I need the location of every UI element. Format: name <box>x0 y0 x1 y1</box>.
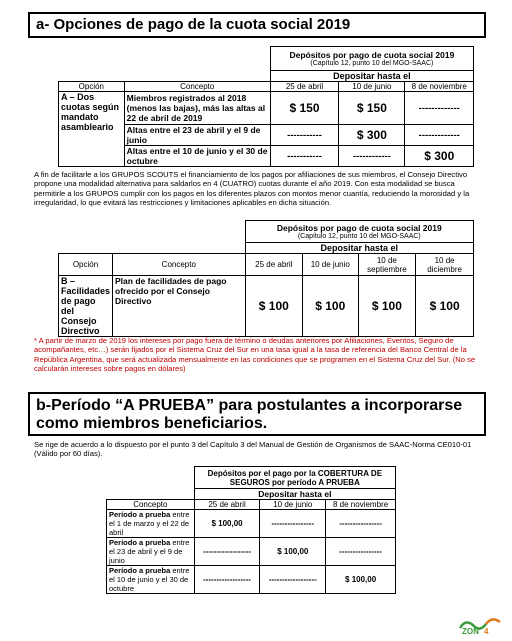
table1-col-opcion: Opción <box>59 82 125 92</box>
table2-date-2: 10 de junio <box>303 254 358 276</box>
zona-logo-graphic <box>456 610 508 636</box>
table3-row2-rest: entre el 23 de abril y el 9 de junio <box>109 538 190 565</box>
table3-depositar: Depositar hasta el <box>194 489 395 500</box>
table3-row1-rest: entre el 1 de marzo y el 22 de abril <box>109 510 190 537</box>
table3-header-title: Depósitos por el pago por la COBERTURA DE SEGUROS por período A PRUEBA <box>194 467 395 489</box>
table3-row2-v2: $ 100,00 <box>260 538 326 566</box>
interest-note: * A partir de marzo de 2019 los intereses por pago fuera de término o deudas anteriores por Afiliaciones, Eventos, Seguro de acompañantes, etc…) serán fijados por el Sistema Cruz del Sur en una tasa igual a la tasa de referencia del Banco Central de la República Argentina, que será actualizada mensualmente en las condiciones que se programen en el Sistema Cruz del Sur. (No se calcularán intereses sobre pagos en dólares) <box>34 336 476 374</box>
table1-header-title: Depósitos por pago de cuota social 2019 <box>289 50 455 60</box>
table3-row1-v1: $ 100,00 <box>194 510 260 538</box>
table1-row2-v2: $ 300 <box>339 125 405 146</box>
table1-row3-v1: ----------- <box>270 146 338 167</box>
table3-row3-rest: entre el 10 de junio y el 30 de octubre <box>109 566 190 593</box>
table3-date-3: 8 de noviembre <box>326 500 396 510</box>
section-a-paragraph: A fin de facilitarle a los GRUPOS SCOUTS el financiamiento de los pagos por afiliaciones de sus miembros, el Consejo Directivo propone una modalidad alternativa para saldarlos en 4 (CUATRO) cuotas durante el año 2019. Con esta modalidad se busca permitirle a los GRUPOS cumplir con los pagos en los diferentes plazos con montos menor cuantía, reduciendo la morosidad y la irregularidad, lo que evitará las restricciones y limitaciones aplicables en dicha situación. <box>34 170 470 208</box>
table1-row1-v1: $ 150 <box>270 92 338 125</box>
table2-date-3: 10 de septiembre <box>358 254 416 276</box>
table1-row1-v2: $ 150 <box>339 92 405 125</box>
table3-row2-v1: ------------------ <box>194 538 260 566</box>
table1-row2-v1: ----------- <box>270 125 338 146</box>
table3-row3-v1: ------------------ <box>194 566 260 594</box>
table3-row2-bold: Período a prueba <box>109 538 171 547</box>
table1-row3-v2: ------------ <box>339 146 405 167</box>
table2-col-opcion: Opción <box>59 254 113 276</box>
svg-text:ZON: ZON <box>462 627 479 636</box>
table2-date-1: 25 de abril <box>245 254 302 276</box>
table2-header-title: Depósitos por pago de cuota social 2019 <box>276 223 442 233</box>
section-a-title: a- Opciones de pago de la cuota social 2019 <box>28 12 486 38</box>
table3-row2-concepto <box>107 538 195 566</box>
table1-row2-v3: ------------- <box>405 125 474 146</box>
table1-date-2: 10 de junio <box>339 82 405 92</box>
table1-date-1: 25 de abril <box>270 82 338 92</box>
table2-option-label: B – Facilidades de pago del Consejo Directivo <box>59 276 113 337</box>
table2-v3: $ 100 <box>358 276 416 337</box>
table2-header-sub: (Capítulo 12, punto 10 del MGO-SAAC) <box>297 233 421 240</box>
table3-row3-v3: $ 100,00 <box>326 566 396 594</box>
table2-concepto: Plan de facilidades de pago ofrecido por el Consejo Directivo <box>113 276 246 337</box>
table3-row3-concepto <box>107 566 195 594</box>
table2-v2: $ 100 <box>303 276 358 337</box>
table3-col-concepto: Concepto <box>107 500 195 510</box>
table1-row1-v3: ------------- <box>405 92 474 125</box>
table2-depositar: Depositar hasta el <box>245 243 473 254</box>
table3-row2-v3: ---------------- <box>326 538 396 566</box>
table3-row1-concepto <box>107 510 195 538</box>
table1-depositar: Depositar hasta el <box>270 71 473 82</box>
section-b-title: b-Período “A PRUEBA” para postulantes a incorporarse como miembros beneficiarios. <box>28 392 486 436</box>
table-seguro <box>106 466 396 594</box>
table1-row2-concepto: Altas entre el 23 de abril y el 9 de junio <box>124 125 270 146</box>
table3-row1-v3: ---------------- <box>326 510 396 538</box>
table1-row3-concepto: Altas entre el 10 de junio y el 30 de octubre <box>124 146 270 167</box>
table3-row3-v2: ------------------ <box>260 566 326 594</box>
zona-logo <box>456 610 508 636</box>
table1-date-3: 8 de noviembre <box>405 82 474 92</box>
table3-date-1: 25 de abril <box>194 500 260 510</box>
table-cuota-option-b <box>58 220 474 337</box>
svg-text:4: 4 <box>484 627 489 636</box>
section-b-paragraph: Se rige de acuerdo a lo dispuesto por el punto 3 del Capítulo 3 del Manual de Gestión de Organismos de SAAC-Norma CE010-01 (Válido por 60 días). <box>34 440 472 459</box>
table1-header <box>270 47 473 71</box>
table2-v1: $ 100 <box>245 276 302 337</box>
table2-v4: $ 100 <box>416 276 474 337</box>
table3-row1-v2: ---------------- <box>260 510 326 538</box>
table3-row3-bold: Período a prueba <box>109 566 171 575</box>
table2-header <box>245 221 473 243</box>
table-cuota-option-a <box>58 46 474 167</box>
table3-row1-bold: Período a prueba <box>109 510 171 519</box>
table2-date-4: 10 de diciembre <box>416 254 474 276</box>
table3-date-2: 10 de junio <box>260 500 326 510</box>
table2-col-concepto: Concepto <box>113 254 246 276</box>
table1-col-concepto: Concepto <box>124 82 270 92</box>
table1-option-label: A – Dos cuotas según mandato asambleario <box>59 92 125 167</box>
table1-row3-v3: $ 300 <box>405 146 474 167</box>
table1-header-sub: (Capítulo 12, punto 10 del MGO-SAAC) <box>310 60 434 67</box>
table1-row1-concepto: Miembros registrados al 2018 (menos las bajas), más las altas al 22 de abril de 2019 <box>124 92 270 125</box>
